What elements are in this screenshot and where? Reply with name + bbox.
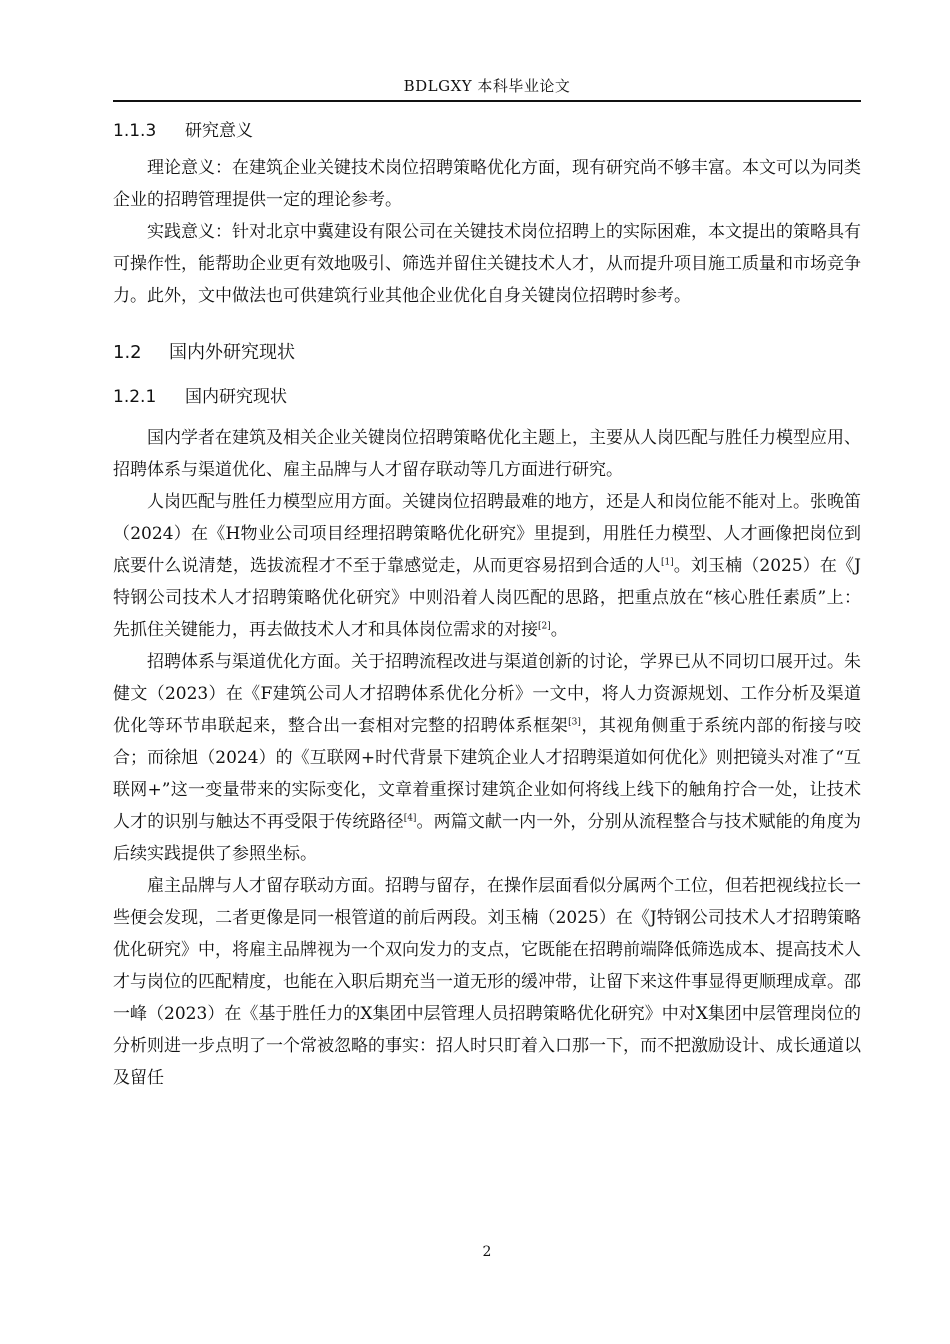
paragraph-text: 。两篇文献一内一外，分别从流程整合与技术赋能的角度为后续实践提供了参照坐标。 <box>113 812 862 864</box>
paragraph-text: 。刘玉楠（2025）在《J特钢公司技术人才招聘策略优化研究》中则沿着人岗匹配的思路，把重点放在“核心胜任素质”上：先抓住关键能力，再去做技术人才和具体岗位需求的对接 <box>113 556 861 640</box>
section-title: 研究意义 <box>185 121 253 141</box>
page-number: 2 <box>482 1244 492 1260</box>
citation-2[interactable]: [2] <box>538 621 551 632</box>
paragraph-person-job-fit <box>113 486 861 646</box>
section-number: 1.2.1 <box>113 387 157 407</box>
paragraph-employer-brand: 雇主品牌与人才留存联动方面。招聘与留存，在操作层面看似分属两个工位，但若把视线拉长一些便会发现，二者更像是同一根管道的前后两段。刘玉楠（2025）在《J特钢公司技术人才招聘策略优化研究》中，将雇主品牌视为一个双向发力的支点，它既能在招聘前端降低筛选成本、提高技术人才与岗位的匹配精度，也能在入职后期充当一道无形的缓冲带，让留下来这件事显得更顺理成章。邵一峰（2023）在《基于胜任力的X集团中层管理人员招聘策略优化研究》中对X集团中层管理岗位的分析则进一步点明了一个常被忽略的事实：招人时只盯着入口那一下，而不把激励设计、成长通道以及留任 <box>113 876 861 1088</box>
citation-1[interactable]: [1] <box>660 557 674 568</box>
paragraph-recruitment-channels <box>113 646 861 870</box>
paragraph-theoretical-significance: 理论意义：在建筑企业关键技术岗位招聘策略优化方面，现有研究尚不够丰富。本文可以为同类企业的招聘管理提供一定的理论参考。 <box>113 158 861 210</box>
section-title: 国内外研究现状 <box>169 342 295 363</box>
paragraph-domestic-overview: 国内学者在建筑及相关企业关键岗位招聘策略优化主题上，主要从人岗匹配与胜任力模型应用、招聘体系与渠道优化、雇主品牌与人才留存联动等几方面进行研究。 <box>113 428 861 480</box>
citation-3[interactable]: [3] <box>568 717 581 728</box>
paragraph-text: 。 <box>550 620 568 640</box>
section-number: 1.2 <box>113 342 142 363</box>
section-heading-1-1-3 <box>113 116 861 146</box>
paragraph-text: 招聘体系与渠道优化方面。关于招聘流程改进与渠道创新的讨论，学界已从不同切口展开过。朱健文（2023）在《F建筑公司人才招聘体系优化分析》一文中，将人力资源规划、工作分析及渠道优化等环节串联起来，整合出一套相对完整的招聘体系框架 <box>113 652 861 736</box>
paragraph-text: 人岗匹配与胜任力模型应用方面。关键岗位招聘最难的地方，还是人和岗位能不能对上。张晚笛（2024）在《H物业公司项目经理招聘策略优化研究》里提到，用胜任力模型、人才画像把岗位到底要什么说清楚，选拔流程才不至于靠感觉走，从而更容易招到合适的人 <box>113 492 861 576</box>
section-title: 国内研究现状 <box>185 387 287 407</box>
running-header: BDLGXY 本科毕业论文 <box>403 77 571 95</box>
citation-4[interactable]: [4] <box>403 813 417 824</box>
page-body <box>113 116 861 1094</box>
section-heading-1-2-1 <box>113 382 861 412</box>
paragraph-practical-significance: 实践意义：针对北京中冀建设有限公司在关键技术岗位招聘上的实际困难，本文提出的策略具有可操作性，能帮助企业更有效地吸引、筛选并留住关键技术人才，从而提升项目施工质量和市场竞争力。此外，文中做法也可供建筑行业其他企业优化自身关键岗位招聘时参考。 <box>113 222 861 306</box>
header-divider <box>113 100 861 102</box>
section-heading-1-2 <box>113 338 861 368</box>
section-number: 1.1.3 <box>113 121 157 141</box>
paragraph-text: ，其视角侧重于系统内部的衔接与咬合；而徐旭（2024）的《互联网+时代背景下建筑企业人才招聘渠道如何优化》则把镜头对准了“互联网+”这一变量带来的实际变化，文章着重探讨建筑企业如何将线上线下的触角拧合一处，让技术人才的识别与触达不再受限于传统路径 <box>113 716 862 832</box>
